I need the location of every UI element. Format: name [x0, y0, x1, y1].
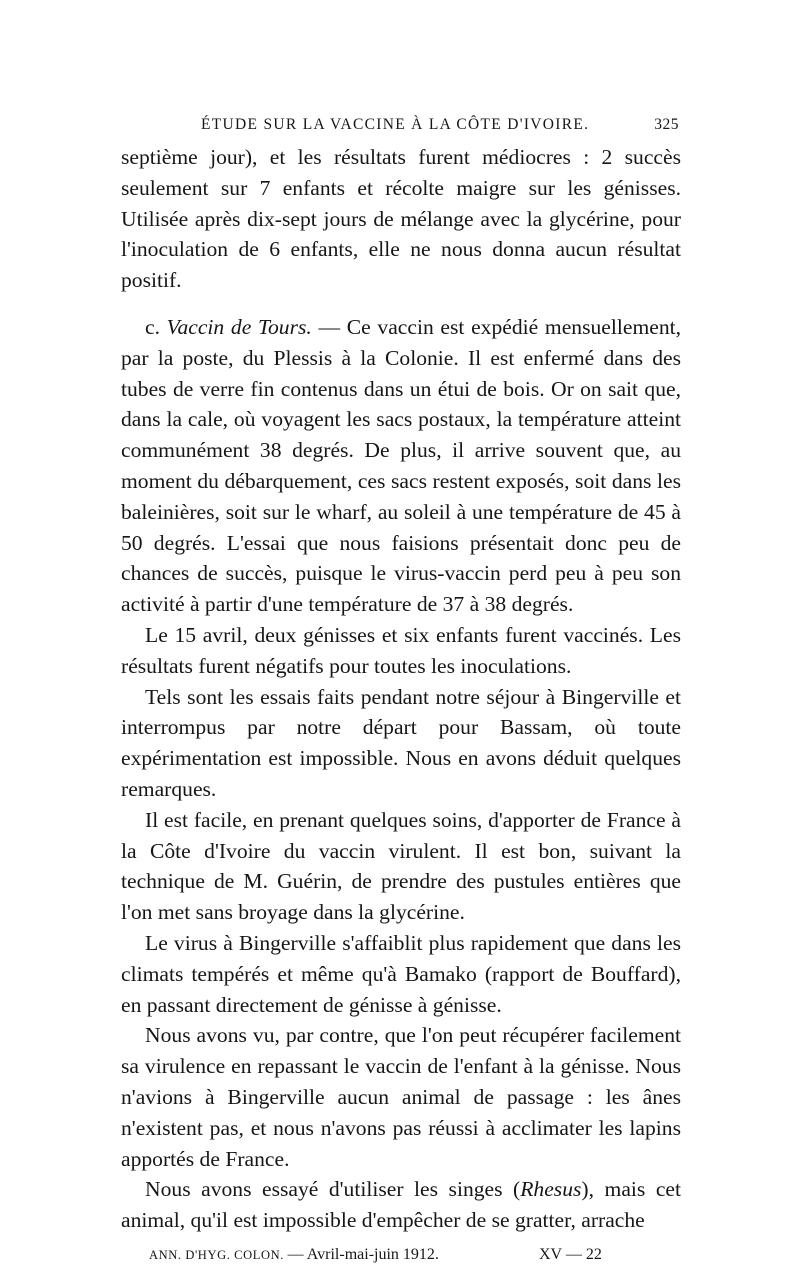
paragraph-virus: Le virus à Bingerville s'affaiblit plus rapidement que dans les climats tempérés et même qu'à Bamako (rapport de Bouffard), en passant directement de génisse à génisse.	[121, 930, 681, 1017]
journal-reference	[149, 1246, 439, 1264]
paragraph-text: — Ce vaccin est expédié mensuellement, par la poste, du Plessis à la Colonie. Il est enfermé dans des tubes de verre fin contenus dans un étui de bois. Or on sait que, dans la cale, où voyagent les sacs postaux, la température atteint communément 38 degrés. De plus, il arrive souvent que, au moment du débarquement, ces sacs restent exposés, soit dans les baleinières, soit sur le wharf, au soleil à une température de 45 à 50 degrés. L'essai que nous faisions présentait donc peu de chances de succès, puisque le virus-vaccin perd peu à peu son activité à partir d'une température de 37 à 38 degrés.	[121, 314, 682, 617]
page-number: 325	[654, 116, 679, 133]
running-head	[121, 112, 681, 142]
paragraph-text-start: Nous avons essayé d'utiliser les singes (	[145, 1177, 521, 1202]
paragraph-results: Le 15 avril, deux génisses et six enfants furent vaccinés. Les résultats furent négatifs pour toutes les inoculations.	[121, 622, 681, 678]
paragraph-facile: Il est facile, en prenant quelques soins, d'apporter de France à la Côte d'Ivoire du vaccin virulent. Il est bon, suivant la technique de M. Guérin, de prendre des pustules entières que l'on met sans broyage dans la glycérine.	[121, 807, 681, 925]
paragraph-continued: septième jour), et les résultats furent médiocres : 2 succès seulement sur 7 enfants et récolte maigre sur les génisses. Utilisée après dix-sept jours de mélange avec la glycérine, pour l'inoculation de 6 enfants, elle ne nous donna aucun résultat positif.	[121, 145, 681, 293]
paragraph-virulence: Nous avons vu, par contre, que l'on peut récupérer facilement sa virulence en repassant le vaccin de l'enfant à la génisse. Nous n'avions à Bingerville aucun animal de passage : les ânes n'existent pas, et nous n'avons pas réussi à acclimater les lapins apportés de France.	[121, 1023, 681, 1171]
paragraph-text-end: ), mais cet animal, qu'il est impossible d'empêcher de se gratter, arrache	[121, 1177, 681, 1233]
journal-abbrev: ANN. D'HYG. COLON.	[149, 1247, 284, 1262]
section-label: c.	[145, 314, 160, 339]
paragraph-vaccin-de-tours	[121, 312, 681, 620]
body-text	[121, 142, 681, 1236]
printer-signature: XV — 22	[539, 1245, 602, 1263]
page-footer	[121, 1244, 681, 1270]
paragraph-singes	[121, 1174, 681, 1236]
issue-date: — Avril-mai-juin 1912.	[287, 1245, 439, 1263]
book-page	[121, 112, 681, 1270]
species-name-italic: Rhesus	[520, 1177, 582, 1202]
paragraph-essais: Tels sont les essais faits pendant notre séjour à Bingerville et interrompus par notre départ pour Bassam, où toute expérimentation est impossible. Nous en avons déduit quelques remarques.	[121, 684, 681, 801]
running-head-title: ÉTUDE SUR LA VACCINE À LA CÔTE D'IVOIRE.	[201, 116, 590, 133]
section-heading-italic: Vaccin de Tours.	[166, 314, 312, 339]
